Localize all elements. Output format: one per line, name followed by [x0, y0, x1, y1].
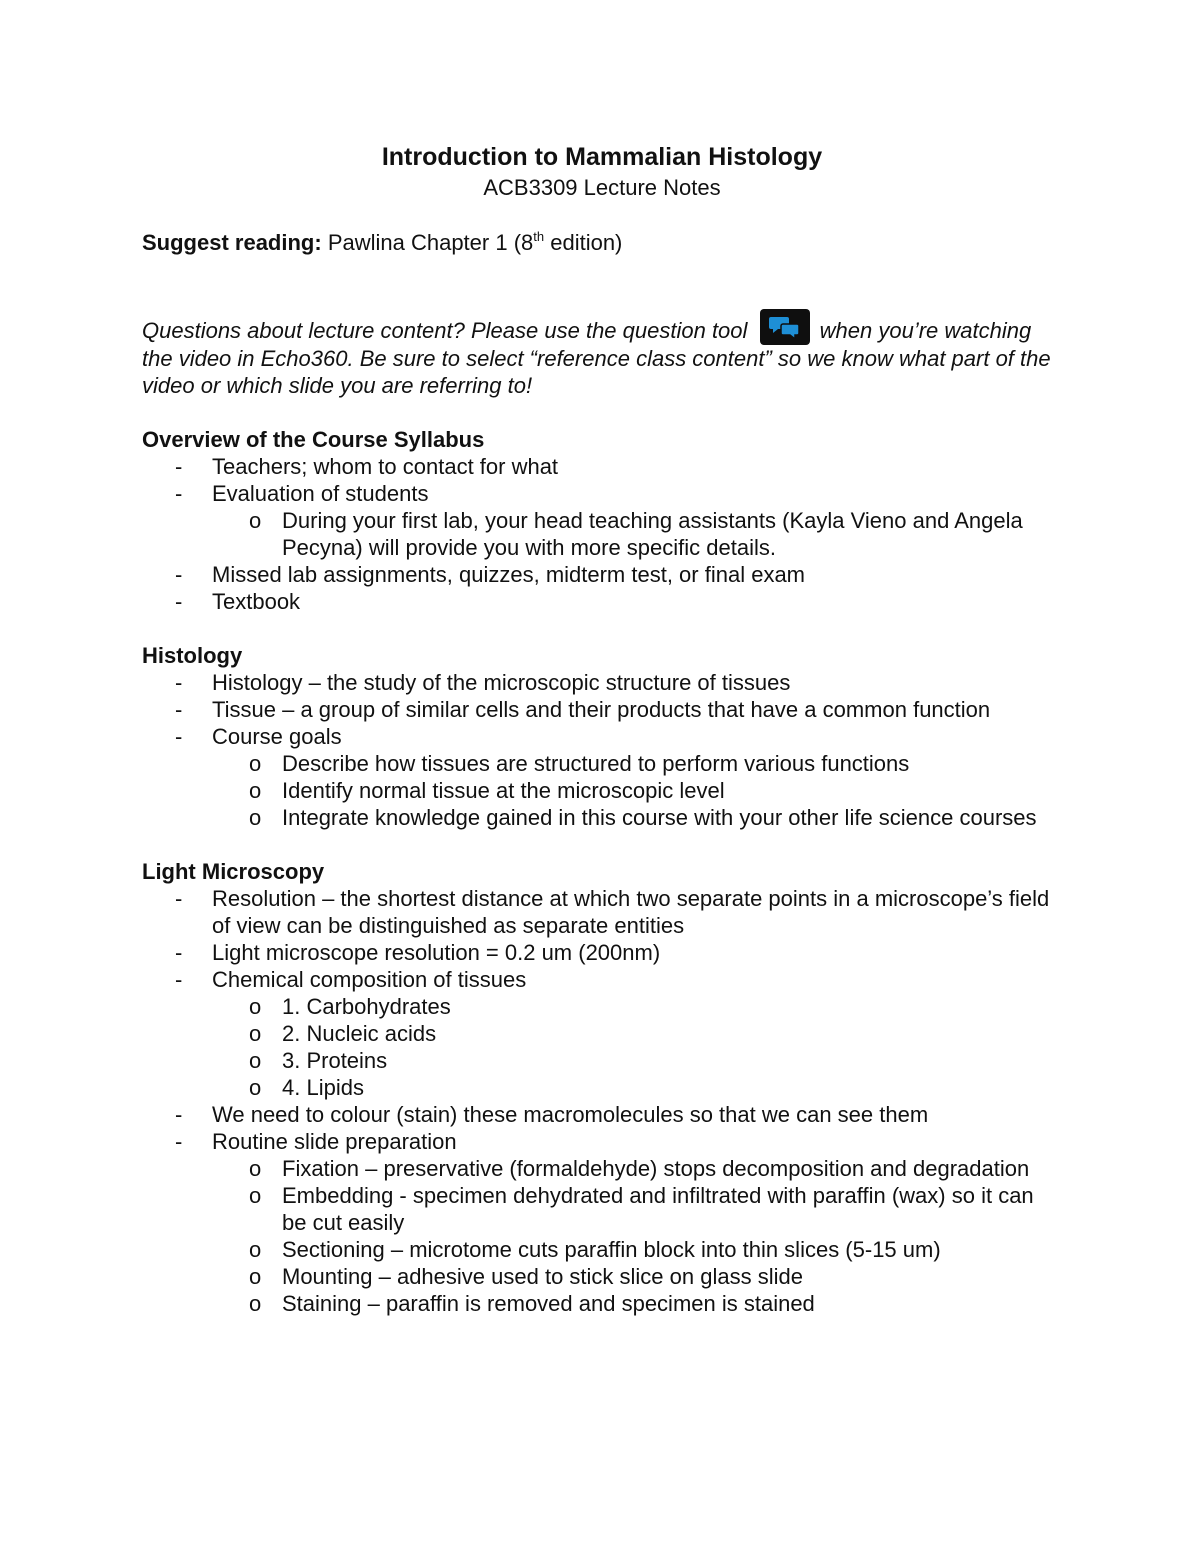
- circle-bullet-marker: o: [249, 1183, 262, 1208]
- list-item-text: Tissue – a group of similar cells and their products that have a common function: [212, 697, 991, 722]
- list-item: [142, 885, 1062, 939]
- dash-marker: -: [175, 724, 183, 749]
- dash-marker: -: [175, 697, 183, 722]
- suggested-reading: [142, 228, 1062, 258]
- reading-label: Suggest reading:: [142, 230, 322, 255]
- chat-bubbles-icon: [760, 309, 810, 345]
- sub-list-item-text: Embedding - specimen dehydrated and infiltrated with paraffin (wax) so it can be cut easily: [282, 1183, 1034, 1235]
- dash-marker: -: [175, 481, 183, 506]
- sub-list-item: [212, 1047, 1062, 1074]
- sub-list-item: [212, 1020, 1062, 1047]
- sub-list-item-text: Fixation – preservative (formaldehyde) stops decomposition and degradation: [282, 1156, 1030, 1181]
- list-item: [142, 1101, 1062, 1128]
- section-heading: Overview of the Course Syllabus: [142, 427, 485, 452]
- document-page: [142, 140, 1062, 1317]
- list-item: [142, 1128, 1062, 1317]
- circle-bullet-marker: o: [249, 994, 262, 1019]
- page-title: Introduction to Mammalian Histology: [381, 143, 823, 171]
- list-item: [142, 966, 1062, 1101]
- list-item-text: Chemical composition of tissues: [212, 967, 527, 992]
- list-item: [142, 588, 1062, 615]
- dash-marker: -: [175, 940, 183, 965]
- list-item: [142, 939, 1062, 966]
- sub-list-item: [212, 777, 1062, 804]
- sub-list-item: [212, 507, 1062, 561]
- reading-text: Pawlina Chapter 1 (8: [327, 230, 534, 255]
- list-item: [142, 561, 1062, 588]
- questions-text-1: Questions about lecture content? Please use the question tool: [142, 318, 754, 343]
- list-item: [142, 723, 1062, 831]
- sub-list-item-text: Integrate knowledge gained in this course with your other life science courses: [282, 805, 1037, 830]
- section-heading: Histology: [142, 643, 243, 668]
- list-item-text: Light microscope resolution = 0.2 um (200nm): [212, 940, 661, 965]
- list-item-text: Textbook: [212, 589, 301, 614]
- list-item: [142, 480, 1062, 561]
- sub-list-item: [212, 1155, 1062, 1182]
- dash-marker: -: [175, 589, 183, 614]
- sub-list-item: [212, 804, 1062, 831]
- sub-list-item-text: 4. Lipids: [282, 1075, 364, 1100]
- list-item-text: We need to colour (stain) these macromolecules so that we can see them: [212, 1102, 929, 1127]
- circle-bullet-marker: o: [249, 1048, 262, 1073]
- dash-marker: -: [175, 454, 183, 479]
- list-item-text: Resolution – the shortest distance at which two separate points in a microscope’s field of view can be distinguished as separate entities: [212, 886, 1050, 938]
- sub-list-item-text: During your first lab, your head teaching assistants (Kayla Vieno and Angela Pecyna) will provide you with more specific details.: [282, 508, 1023, 560]
- sub-list-item: [212, 1290, 1062, 1317]
- sub-list-item-text: Mounting – adhesive used to stick slice on glass slide: [282, 1264, 803, 1289]
- circle-bullet-marker: o: [249, 1237, 262, 1262]
- list-item: [142, 669, 1062, 696]
- circle-bullet-marker: o: [249, 805, 262, 830]
- dash-marker: -: [175, 670, 183, 695]
- circle-bullet-marker: o: [249, 1021, 262, 1046]
- sub-list-item-text: Identify normal tissue at the microscopic level: [282, 778, 725, 803]
- sub-list-item-text: Describe how tissues are structured to perform various functions: [282, 751, 910, 776]
- reading-text-after: edition): [544, 230, 623, 255]
- sub-list-item: [212, 1263, 1062, 1290]
- sub-list-item: [212, 1074, 1062, 1101]
- sections-container: [142, 426, 1062, 1317]
- circle-bullet-marker: o: [249, 1291, 262, 1316]
- section-heading: Light Microscopy: [142, 859, 325, 884]
- sub-list-item: [212, 750, 1062, 777]
- sub-list-item-text: 2. Nucleic acids: [282, 1021, 437, 1046]
- list-item: [142, 696, 1062, 723]
- circle-bullet-marker: o: [249, 508, 262, 533]
- dash-marker: -: [175, 1102, 183, 1127]
- sub-list: [212, 507, 1062, 561]
- circle-bullet-marker: o: [249, 751, 262, 776]
- list-item-text: Teachers; whom to contact for what: [212, 454, 559, 479]
- dash-marker: -: [175, 967, 183, 992]
- dash-marker: -: [175, 562, 183, 587]
- sub-list-item: [212, 993, 1062, 1020]
- page-subtitle: ACB3309 Lecture Notes: [483, 175, 721, 200]
- reading-sup: th: [533, 229, 545, 244]
- sub-list-item-text: 1. Carbohydrates: [282, 994, 451, 1019]
- circle-bullet-marker: o: [249, 1264, 262, 1289]
- circle-bullet-marker: o: [249, 1156, 262, 1181]
- sub-list-item: [212, 1182, 1062, 1236]
- list-item-text: Routine slide preparation: [212, 1129, 457, 1154]
- dash-marker: -: [175, 886, 183, 911]
- section-list: [142, 453, 1062, 615]
- section-list: [142, 669, 1062, 831]
- sub-list-item: [212, 1236, 1062, 1263]
- questions-note: [142, 309, 1062, 399]
- list-item: [142, 453, 1062, 480]
- list-item-text: Histology – the study of the microscopic structure of tissues: [212, 670, 791, 695]
- sub-list: [212, 1155, 1062, 1317]
- dash-marker: -: [175, 1129, 183, 1154]
- questions-text-2: when you’re watching the video in Echo360. Be sure to select “reference class content” so we know what part of the video or which slide you are referring to!: [142, 318, 1051, 398]
- sub-list-item-text: Sectioning – microtome cuts paraffin block into thin slices (5-15 um): [282, 1237, 941, 1262]
- list-item-text: Missed lab assignments, quizzes, midterm test, or final exam: [212, 562, 806, 587]
- list-item-text: Course goals: [212, 724, 342, 749]
- circle-bullet-marker: o: [249, 778, 262, 803]
- sub-list: [212, 750, 1062, 831]
- circle-bullet-marker: o: [249, 1075, 262, 1100]
- sub-list: [212, 993, 1062, 1101]
- sub-list-item-text: 3. Proteins: [282, 1048, 388, 1073]
- list-item-text: Evaluation of students: [212, 481, 429, 506]
- sub-list-item-text: Staining – paraffin is removed and specimen is stained: [282, 1291, 815, 1316]
- section-list: [142, 885, 1062, 1317]
